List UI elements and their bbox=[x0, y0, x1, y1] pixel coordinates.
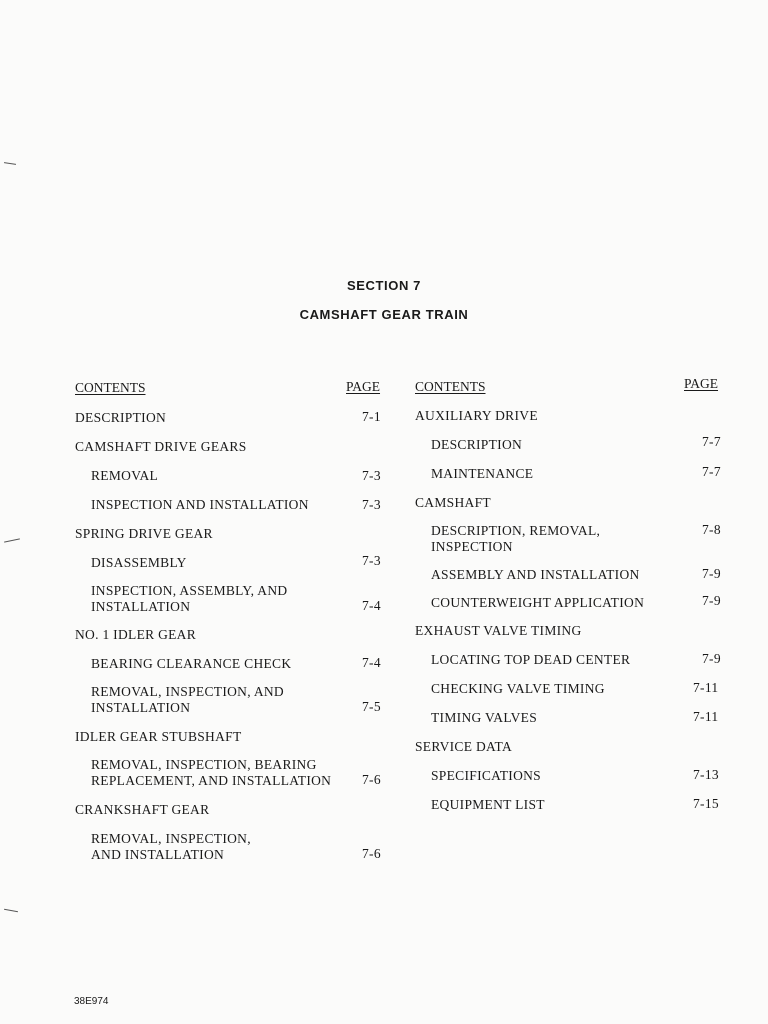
toc-page-number: 7-9 bbox=[702, 593, 721, 608]
toc-entry-camshaft-description: DESCRIPTION, REMOVAL, INSPECTION bbox=[431, 523, 601, 554]
toc-page-number: 7-6 bbox=[362, 772, 381, 787]
toc-page-number: 7-5 bbox=[362, 699, 381, 714]
toc-page-number: 7-3 bbox=[362, 468, 381, 483]
toc-entry-disassembly: DISASSEMBLY bbox=[91, 555, 187, 570]
toc-page-number: 7-13 bbox=[693, 767, 719, 782]
toc-entry-no1-idler-gear: NO. 1 IDLER GEAR bbox=[75, 627, 197, 642]
toc-page-number: 7-6 bbox=[362, 846, 381, 861]
toc-entry-spring-drive-gear: SPRING DRIVE GEAR bbox=[75, 526, 213, 541]
toc-entry-inspection-installation: INSPECTION AND INSTALLATION bbox=[91, 497, 309, 512]
toc-entry-bearing-clearance-check: BEARING CLEARANCE CHECK bbox=[91, 656, 292, 671]
toc-entry-maintenance: MAINTENANCE bbox=[431, 466, 534, 481]
toc-page-number: 7-7 bbox=[702, 434, 721, 449]
toc-entry-camshaft-drive-gears: CAMSHAFT DRIVE GEARS bbox=[75, 439, 247, 454]
toc-entry-camshaft: CAMSHAFT bbox=[415, 495, 491, 510]
toc-entry-aux-description: DESCRIPTION bbox=[431, 437, 523, 452]
right-page-header: PAGE bbox=[684, 376, 719, 391]
toc-entry-specifications: SPECIFICATIONS bbox=[431, 768, 541, 783]
left-page-header: PAGE bbox=[346, 379, 381, 394]
toc-entry-bearing-replacement: REMOVAL, INSPECTION, BEARING REPLACEMENT, AND INSTALLATION bbox=[91, 757, 332, 788]
toc-page-number: 7-9 bbox=[702, 651, 721, 666]
toc-entry-checking-valve-timing: CHECKING VALVE TIMING bbox=[431, 681, 605, 696]
scan-mark bbox=[4, 909, 18, 912]
toc-entry-description: DESCRIPTION bbox=[75, 410, 167, 425]
toc-page-number: 7-11 bbox=[693, 709, 719, 724]
section-subtitle: CAMSHAFT GEAR TRAIN bbox=[299, 307, 469, 322]
toc-page-number: 7-1 bbox=[362, 409, 381, 424]
toc-entry-assembly-installation: ASSEMBLY AND INSTALLATION bbox=[431, 567, 640, 582]
toc-page-number: 7-3 bbox=[362, 497, 381, 512]
scan-mark bbox=[4, 162, 16, 165]
toc-entry-timing-valves: TIMING VALVES bbox=[431, 710, 538, 725]
toc-entry-removal: REMOVAL bbox=[91, 468, 159, 483]
right-contents-header: CONTENTS bbox=[415, 379, 486, 394]
toc-page-number: 7-4 bbox=[362, 655, 381, 670]
scan-mark bbox=[4, 538, 20, 542]
toc-page-number: 7-4 bbox=[362, 598, 381, 613]
left-contents-header: CONTENTS bbox=[75, 380, 146, 395]
toc-page-number: 7-8 bbox=[702, 522, 721, 537]
toc-page-number: 7-9 bbox=[702, 566, 721, 581]
toc-entry-auxiliary-drive: AUXILIARY DRIVE bbox=[415, 408, 538, 423]
toc-entry-idler-gear-stubshaft: IDLER GEAR STUBSHAFT bbox=[75, 729, 242, 744]
toc-entry-inspection-assembly-installation: INSPECTION, ASSEMBLY, AND INSTALLATION bbox=[91, 583, 288, 614]
toc-entry-locating-tdc: LOCATING TOP DEAD CENTER bbox=[431, 652, 631, 667]
toc-entry-removal-inspection-installation: REMOVAL, INSPECTION, AND INSTALLATION bbox=[91, 684, 284, 715]
toc-page-number: 7-7 bbox=[702, 464, 721, 479]
toc-entry-exhaust-valve-timing: EXHAUST VALVE TIMING bbox=[415, 623, 582, 638]
section-title: SECTION 7 bbox=[346, 278, 422, 293]
toc-page-number: 7-11 bbox=[693, 680, 719, 695]
toc-page-number: 7-15 bbox=[693, 796, 719, 811]
toc-entry-service-data: SERVICE DATA bbox=[415, 739, 513, 754]
toc-entry-crankshaft-gear: CRANKSHAFT GEAR bbox=[75, 802, 210, 817]
toc-entry-counterweight-application: COUNTERWEIGHT APPLICATION bbox=[431, 595, 645, 610]
toc-entry-equipment-list: EQUIPMENT LIST bbox=[431, 797, 545, 812]
document-code: 38E974 bbox=[74, 996, 109, 1007]
toc-entry-crankshaft-removal-inspection: REMOVAL, INSPECTION, AND INSTALLATION bbox=[91, 831, 251, 862]
toc-page-number: 7-3 bbox=[362, 553, 381, 568]
